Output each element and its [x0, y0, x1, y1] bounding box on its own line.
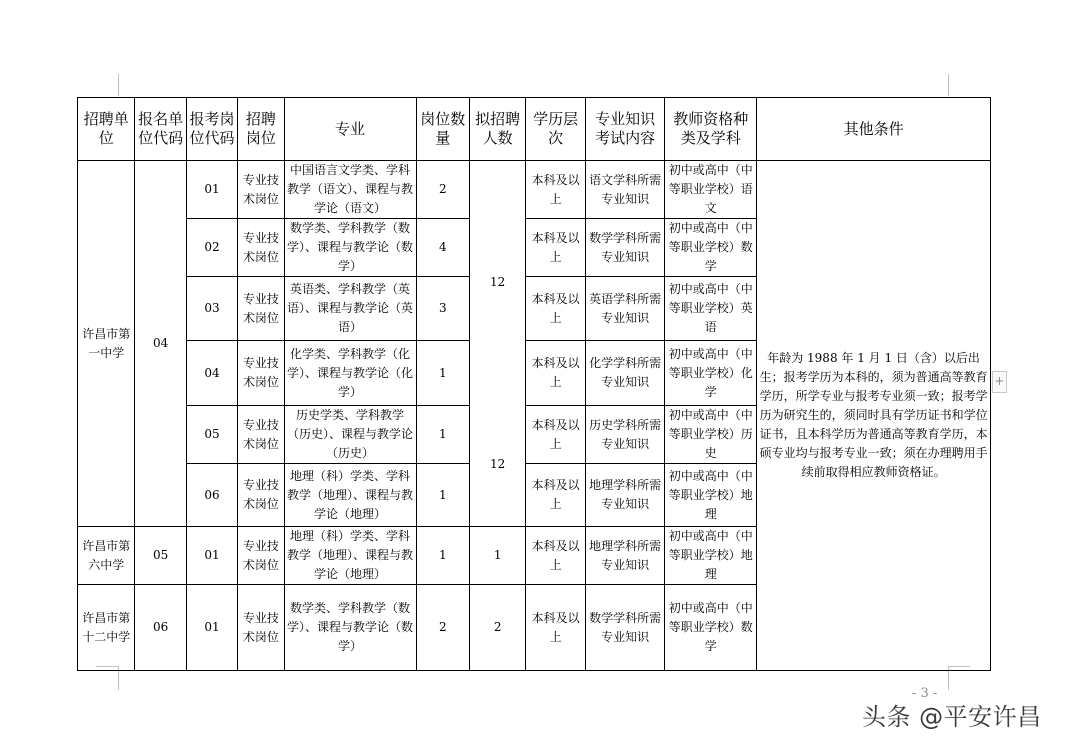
plan-cell	[469, 161, 525, 527]
post-code-cell: 03	[186, 277, 237, 341]
unit-code-cell: 06	[135, 585, 186, 671]
post-cell: 专业技术岗位	[238, 341, 284, 406]
header-unit: 招聘单位	[78, 98, 135, 161]
unit-cell: 许昌市第六中学	[78, 527, 135, 585]
major-cell: 数学类、学科教学（数学）、课程与教学论（数学）	[284, 585, 416, 671]
post-code-cell: 06	[186, 464, 237, 527]
exam-cell: 地理学科所需专业知识	[585, 464, 665, 527]
unit-code-cell: 04	[135, 161, 186, 527]
header-row	[78, 98, 991, 161]
post-cell: 专业技术岗位	[238, 527, 284, 585]
count-cell: 3	[416, 277, 469, 341]
qualification-cell: 初中或高中（中等职业学校）地理	[665, 527, 757, 585]
post-cell: 专业技术岗位	[238, 277, 284, 341]
count-cell: 2	[416, 161, 469, 219]
header-qualification: 教师资格种类及学科	[665, 98, 757, 161]
table-row	[78, 161, 991, 219]
post-cell: 专业技术岗位	[238, 585, 284, 671]
major-cell: 中国语言文学类、学科教学（语文）、课程与教学论（语文）	[284, 161, 416, 219]
post-code-cell: 04	[186, 341, 237, 406]
post-code-cell: 01	[186, 527, 237, 585]
count-cell: 4	[416, 219, 469, 277]
post-cell: 专业技术岗位	[238, 161, 284, 219]
education-cell: 本科及以上	[526, 585, 585, 671]
qualification-cell: 初中或高中（中等职业学校）化学	[665, 341, 757, 406]
recruitment-table	[77, 97, 991, 671]
education-cell: 本科及以上	[526, 406, 585, 464]
qualification-cell: 初中或高中（中等职业学校）英语	[665, 277, 757, 341]
qualification-cell: 初中或高中（中等职业学校）地理	[665, 464, 757, 527]
education-cell: 本科及以上	[526, 219, 585, 277]
qualification-cell: 初中或高中（中等职业学校）数学	[665, 219, 757, 277]
major-cell: 数学类、学科教学（数学）、课程与教学论（数学）	[284, 219, 416, 277]
major-cell: 化学类、学科教学（化学）、课程与教学论（化学）	[284, 341, 416, 406]
exam-cell: 化学学科所需专业知识	[585, 341, 665, 406]
qualification-cell: 初中或高中（中等职业学校）语文	[665, 161, 757, 219]
crop-mark-top-right-v	[948, 74, 949, 96]
exam-cell: 数学学科所需专业知识	[585, 585, 665, 671]
count-cell: 1	[416, 406, 469, 464]
count-cell: 2	[416, 585, 469, 671]
education-cell: 本科及以上	[526, 464, 585, 527]
post-code-cell: 01	[186, 585, 237, 671]
post-cell: 专业技术岗位	[238, 464, 284, 527]
major-cell: 地理（科）学类、学科教学（地理）、课程与教学论（地理）	[284, 464, 416, 527]
header-major: 专业	[284, 98, 416, 161]
plan-value-lower: 12	[490, 457, 506, 471]
other-conditions-cell: 年龄为 1988 年 1 月 1 日（含）以后出生；报考学历为本科的，须为普通高等教育学历，所学专业与报考专业须一致；报考学历为研究生的，须同时具有学历证书和学位证书，且本科学历为普通高等教育学历，本硕专业均与报考专业一致；须在办理聘用手续前取得相应教师资格证。	[757, 161, 991, 671]
unit-code-cell: 05	[135, 527, 186, 585]
count-cell: 1	[416, 527, 469, 585]
count-cell: 1	[416, 341, 469, 406]
post-cell: 专业技术岗位	[238, 219, 284, 277]
count-cell: 1	[416, 464, 469, 527]
exam-cell: 数学学科所需专业知识	[585, 219, 665, 277]
header-unit-code: 报名单位代码	[135, 98, 186, 161]
header-count: 岗位数量	[416, 98, 469, 161]
plan-cell: 1	[469, 527, 525, 585]
exam-cell: 地理学科所需专业知识	[585, 527, 665, 585]
watermark-text: 头条 @平安许昌	[862, 703, 1042, 731]
education-cell: 本科及以上	[526, 341, 585, 406]
education-cell: 本科及以上	[526, 161, 585, 219]
education-cell: 本科及以上	[526, 277, 585, 341]
header-post: 招聘岗位	[238, 98, 284, 161]
qualification-cell: 初中或高中（中等职业学校）历史	[665, 406, 757, 464]
post-code-cell: 01	[186, 161, 237, 219]
header-plan: 拟招聘人数	[469, 98, 525, 161]
exam-cell: 历史学科所需专业知识	[585, 406, 665, 464]
unit-cell: 许昌市第十二中学	[78, 585, 135, 671]
education-cell: 本科及以上	[526, 527, 585, 585]
header-education: 学历层次	[526, 98, 585, 161]
major-cell: 历史学类、学科教学（历史）、课程与教学论（历史）	[284, 406, 416, 464]
unit-cell: 许昌市第一中学	[78, 161, 135, 527]
header-post-code: 报考岗位代码	[186, 98, 237, 161]
post-cell: 专业技术岗位	[238, 406, 284, 464]
post-code-cell: 05	[186, 406, 237, 464]
crop-mark-top-left-v	[118, 74, 119, 96]
plan-value-upper: 12	[490, 275, 506, 289]
post-code-cell: 02	[186, 219, 237, 277]
major-cell: 地理（科）学类、学科教学（地理）、课程与教学论（地理）	[284, 527, 416, 585]
page-number: - 3 -	[912, 686, 938, 701]
header-exam: 专业知识考试内容	[585, 98, 665, 161]
qualification-cell: 初中或高中（中等职业学校）数学	[665, 585, 757, 671]
header-other: 其他条件	[757, 98, 991, 161]
exam-cell: 英语学科所需专业知识	[585, 277, 665, 341]
plan-cell: 2	[469, 585, 525, 671]
expand-button[interactable]: +	[992, 371, 1007, 393]
exam-cell: 语文学科所需专业知识	[585, 161, 665, 219]
major-cell: 英语类、学科教学（英语）、课程与教学论（英语）	[284, 277, 416, 341]
